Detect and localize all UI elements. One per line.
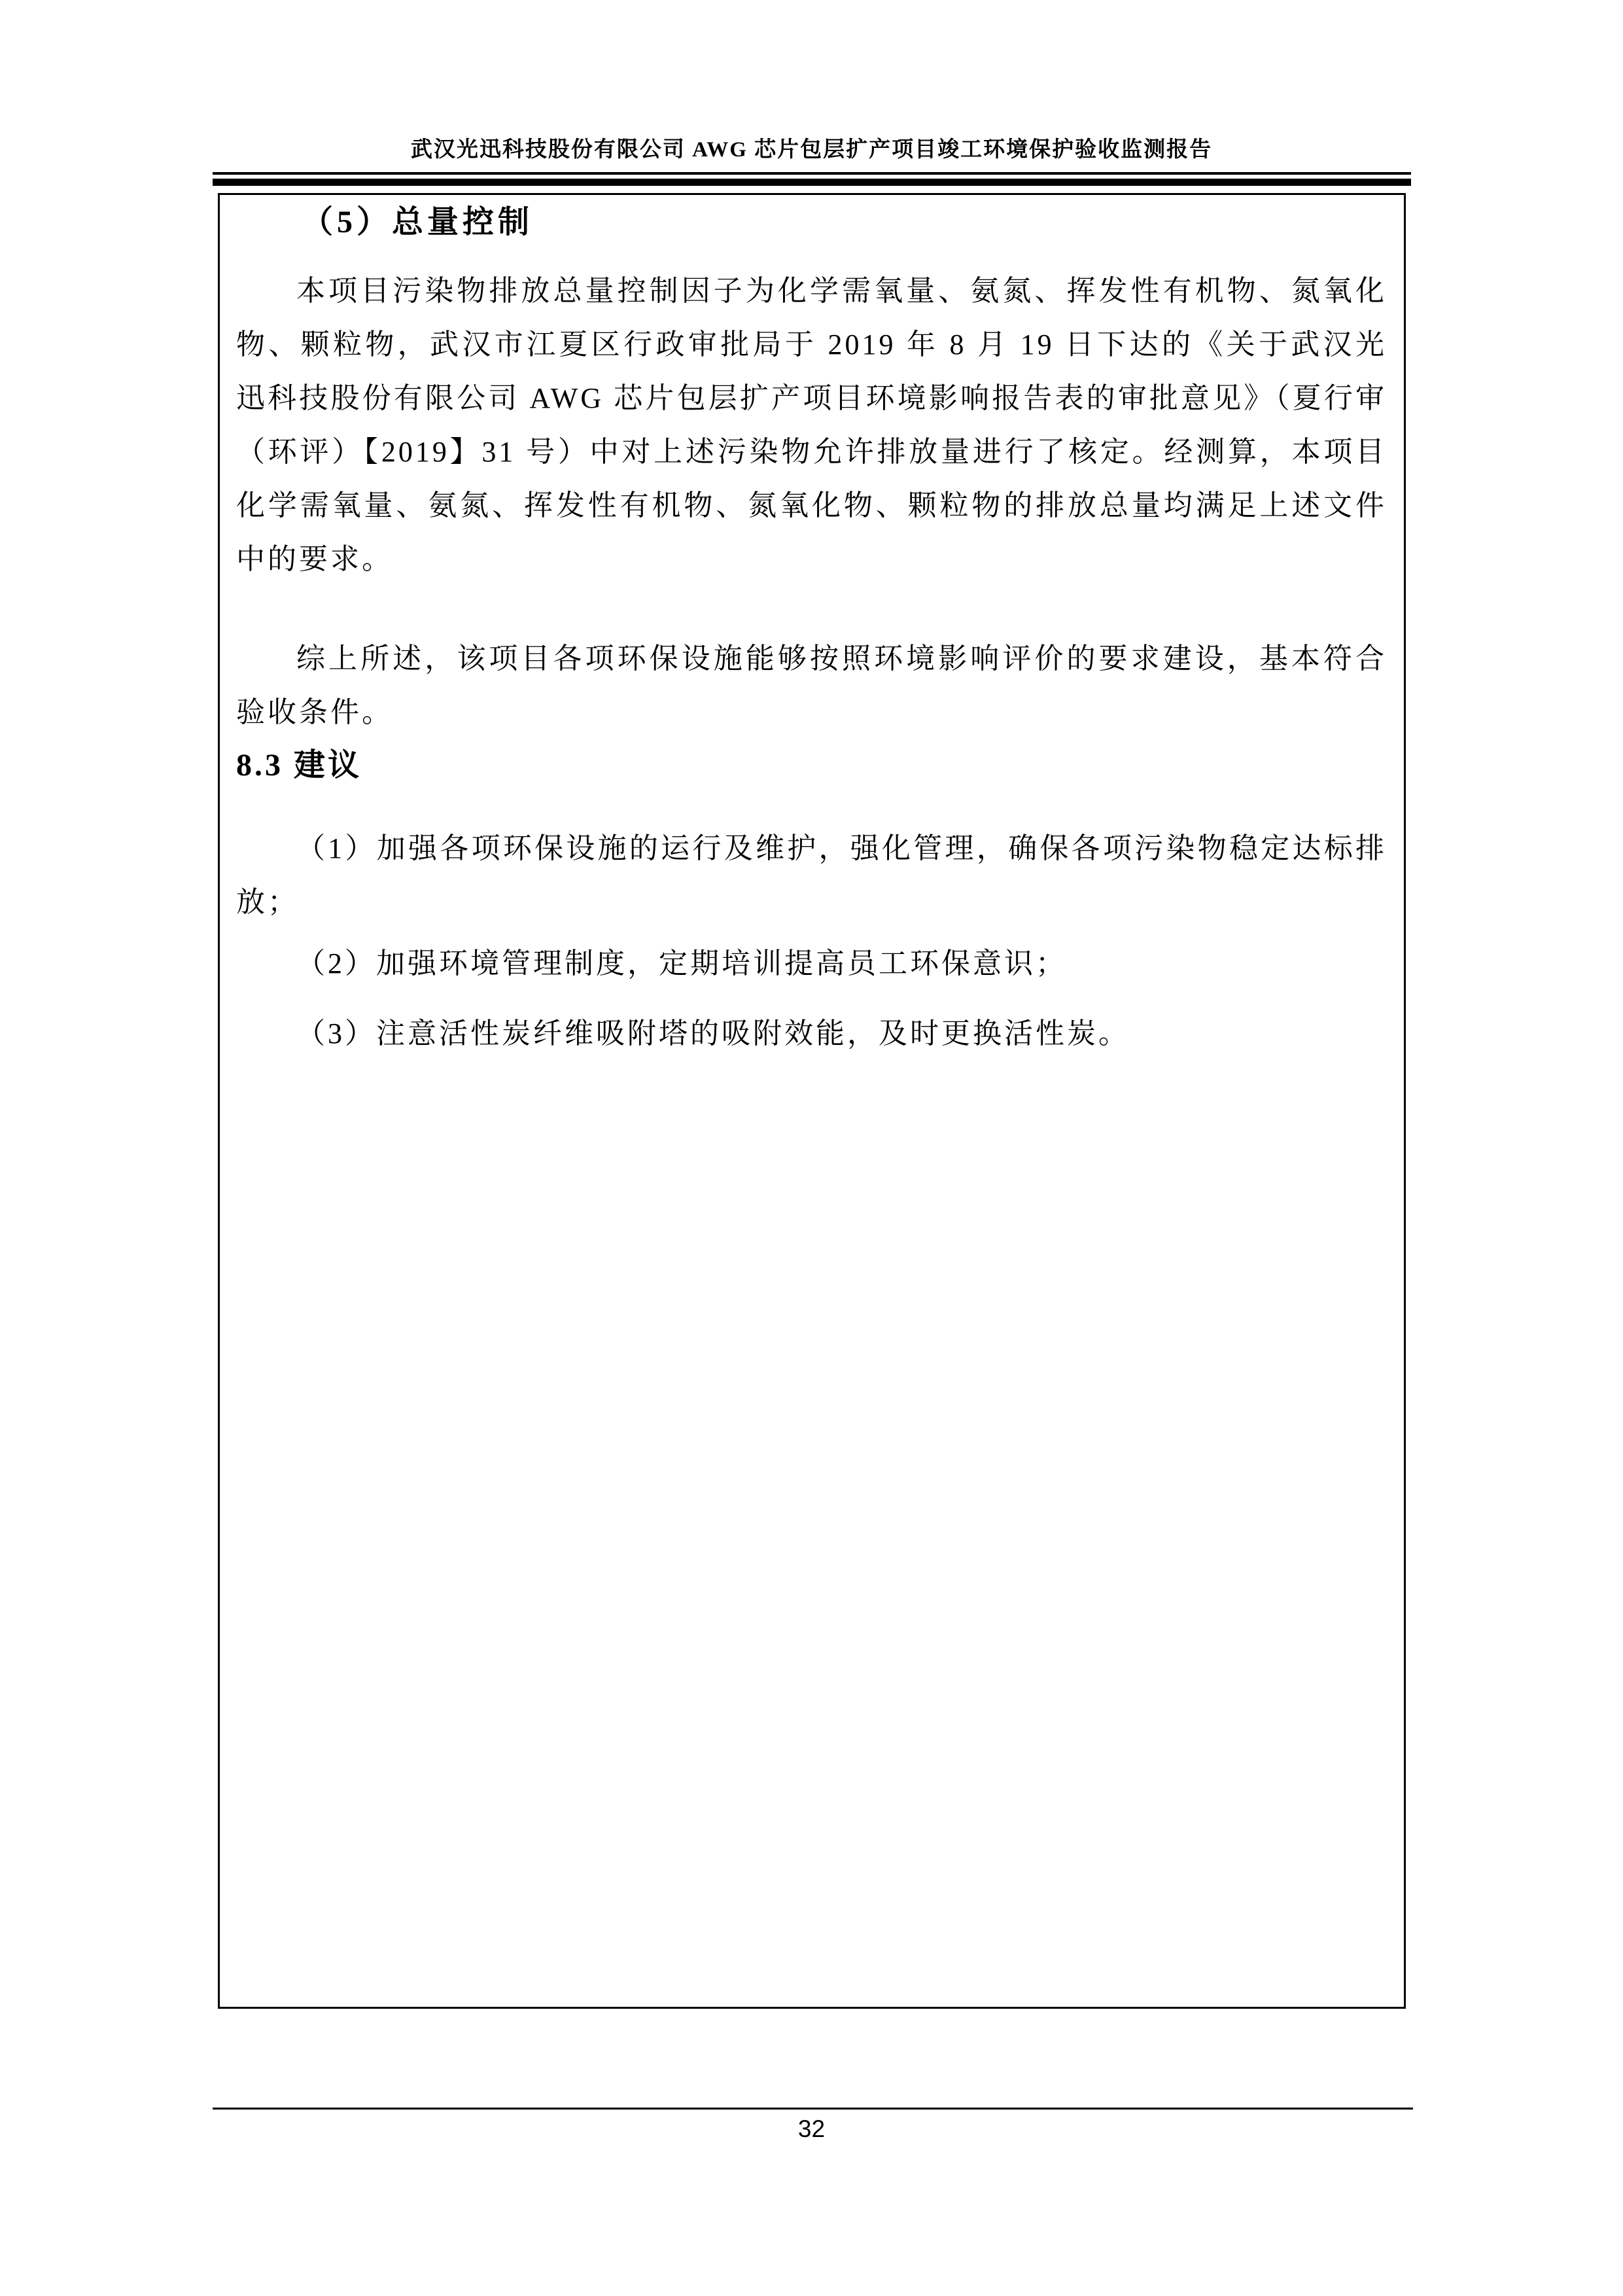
paragraph-total-amount-control: 本项目污染物排放总量控制因子为化学需氧量、氨氮、挥发性有机物、氮氧化物、颗粒物，武汉市江夏区行政审批局于 2019 年 8 月 19 日下达的《关于武汉光迅科技股份有限公司 AWG 芯片包层扩产项目环境影响报告表的审批意见》（夏行审（环评）【2019】31 号）中对上述污染物允许排放量进行了核定。经测算，本项目化学需氧量、氨氮、挥发性有机物、氮氧化物、颗粒物的排放总量均满足上述文件中的要求。 <box>236 275 1387 575</box>
footer-rule <box>213 2108 1413 2110</box>
content-border-box <box>218 193 1406 2009</box>
header-rule-thin <box>213 172 1411 175</box>
page-number: 32 <box>797 2115 826 2142</box>
suggestion-item-1: （1）加强各项环保设施的运行及维护，强化管理，确保各项污染物稳定达标排放； <box>236 832 1387 918</box>
suggestion-item-2: （2）加强环境管理制度，定期培训提高员工环保意识； <box>296 947 1067 980</box>
section-heading-suggestions: 8.3 建议 <box>236 748 362 783</box>
header-rule-thick <box>213 179 1411 186</box>
suggestion-item-3: （3）注意活性炭纤维吸附塔的吸附效能，及时更换活性炭。 <box>296 1017 1130 1050</box>
paragraph-conclusion: 综上所述，该项目各项环保设施能够按照环境影响评价的要求建设，基本符合验收条件。 <box>236 643 1387 728</box>
section-heading-total-amount-control: （5）总量控制 <box>302 205 534 239</box>
header-title: 武汉光迅科技股份有限公司 AWG 芯片包层扩产项目竣工环境保护验收监测报告 <box>410 138 1213 162</box>
